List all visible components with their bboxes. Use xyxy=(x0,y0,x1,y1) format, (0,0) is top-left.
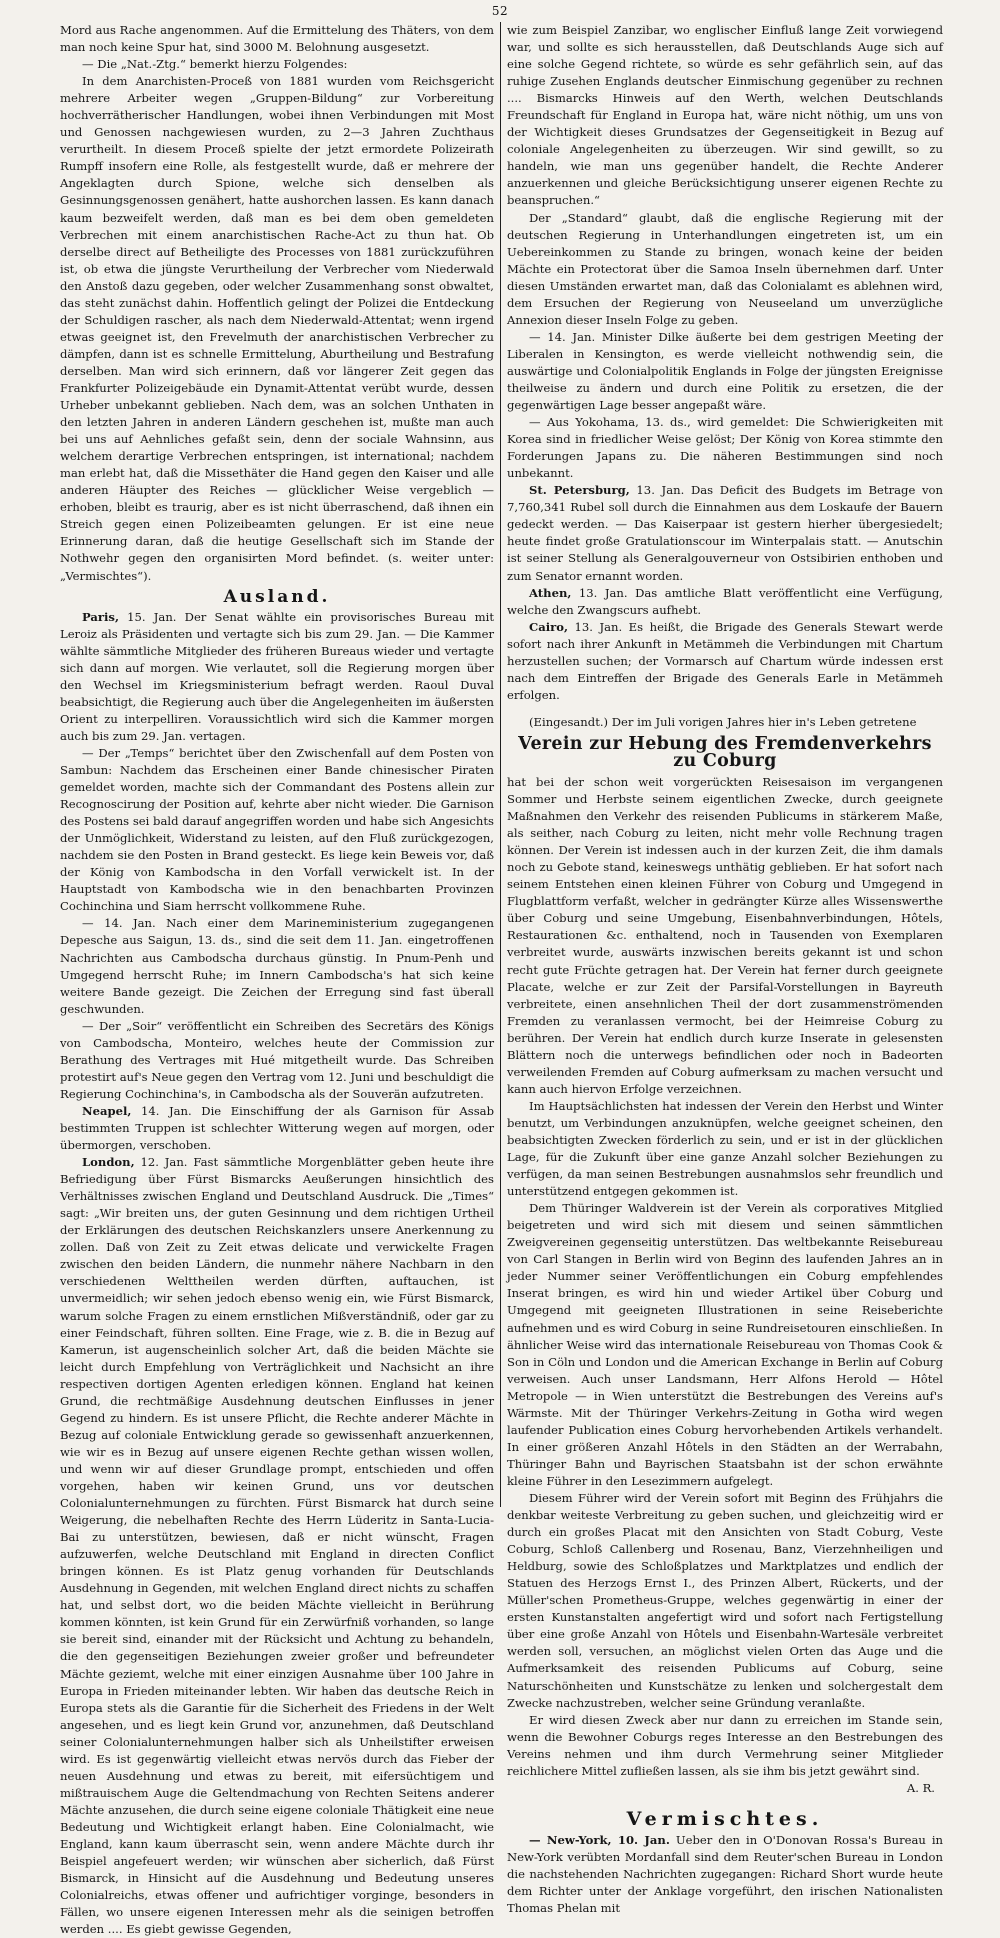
dateline-place: Cairo, xyxy=(529,619,569,634)
author-signature: A. R. xyxy=(906,1780,935,1795)
left-column xyxy=(60,22,494,1937)
article-paragraph: wie zum Beispiel Zanzibar, wo englischer Einfluß lange Zeit vorwiegend war, und sollte es sich herausstellen, daß Deutschlands Auge sich auf eine solche Gegend richtete, so würde es sehr gefährlich sein, auf das ruhige Zusehen Englands deutscher Einmischung gegenüber zu rechnen .... Bismarcks Hinweis auf den Werth, welchen Deutschlands Freundschaft für England in Europa hat, wäre nicht nöthig, um uns von der Wichtigkeit dieses Grundsatzes der Gegenseitigkeit in Bezug auf coloniale Angelegenheiten zu überzeugen. Wir sind gewillt, so zu handeln, wie man uns gegenüber handelt, die Rechte Anderer anzuerkennen und gleiche Berücksichtigung unserer eigenen Rechte zu beanspruchen.“ xyxy=(507,23,943,208)
article-paragraph: — Der „Temps“ berichtet über den Zwischenfall auf dem Posten von Sambun: Nachdem das Erscheinen einer Bande chinesischer Piraten gemeldet worden, machte sich der Commandant des Postens allein zur Recognoscirung der Position auf, kehrte aber nicht wieder. Die Garnison des Postens sei bald darauf angegriffen worden und habe sich Angesichts der Unmöglichkeit, Widerstand zu leisten, auf den Fluß zurückgezogen, nachdem sie den Posten in Brand gesteckt. Es liege kein Beweis vor, daß der König von Kambodscha in den Vorfall verwickelt ist. In der Hauptstadt von Kambodscha wie in den benachbarten Provinzen Cochinchina und Siam herrscht vollkommene Ruhe. xyxy=(60,745,494,914)
section-heading-ausland: Ausland. xyxy=(223,586,331,607)
dateline-place: Neapel, xyxy=(82,1103,132,1118)
page-number: 52 xyxy=(491,4,509,18)
news-item-athen xyxy=(507,585,943,619)
article-paragraph: Im Hauptsächlichsten hat indessen der Verein den Herbst und Winter benutzt, um Verbindungen anzuknüpfen, welche geeignet scheinen, den beabsichtigten Zwecken förderlich zu sein, und er ist in der glücklichen Lage, für die Zukunft über eine ganze Anzahl solcher Beziehungen zu verfügen, da man seinen Bestrebungen ausnahmslos sehr freundlich und unterstützend entgegen gekommen ist. xyxy=(507,1098,943,1199)
article-paragraph: Diesem Führer wird der Verein sofort mit Beginn des Frühjahrs die denkbar weiteste Verbreitung zu geben suchen, und gleichzeitig wird er durch ein großes Placat mit den Ansichten von Stadt Coburg, Veste Coburg, Schloß Callenberg und Rosenau, Banz, Vierzehnheiligen und Heldburg, sowie des Schloßplatzes und Marktplatzes und endlich der Statuen des Herzogs Ernst I., des Prinzen Albert, Rückerts, und der Müller'schen Prometheus-Gruppe, welches gegenwärtig in einer der ersten Kunstanstalten angefertigt wird und sofort nach Fertigstellung über eine große Anzahl von Hôtels und Eisenbahn-Wartesäle verbreitet werden soll, versuchen, an möglichst vielen Orten das Auge und die Aufmerksamkeit des reisenden Publicums auf Coburg, seine Naturschönheiten und Kunstschätze zu lenken und solchergestalt dem Zwecke nachzustreben, welcher seine Gründung veranlaßte. xyxy=(507,1490,943,1710)
news-text: Die Einschiffung der als Garnison für Assab bestimmten Truppen ist schlechter Witterung wegen auf morgen, oder übermorgen, verschoben. xyxy=(60,1103,494,1153)
article-paragraph: Der „Standard“ glaubt, daß die englische Regierung mit der deutschen Regierung in Unterhandlungen eingetreten ist, um ein Uebereinkommen zu Stande zu bringen, wonach keine der beiden Mächte ein Protectorat über die Samoa Inseln übernehmen darf. Unter diesen Umständen erwartet man, daß das Colonialamt es ablehnen wird, dem Ersuchen der Regierung von Neuseeland um unverzügliche Annexion dieser Inseln Folge zu geben. xyxy=(507,210,943,327)
dateline-date: 13. Jan. xyxy=(629,483,685,498)
article-paragraph: Mord aus Rache angenommen. Auf die Ermittelung des Thäters, von dem man noch keine Spur hat, sind 3000 M. Belohnung ausgesetzt. xyxy=(60,23,494,55)
news-text: Das Deficit des Budgets im Betrage von 7,760,341 Rubel soll durch die Einnahmen aus dem Loskaufe der Bauern gedeckt werden. — Das Kaiserpaar ist gestern hierher übergesiedelt; heute findet große Gratulationscour im Winterpalais statt. — Anutschin ist seiner Stellung als Generalgouverneur von Ostsibirien enthoben und zum Senator ernannt worden. xyxy=(507,483,943,583)
news-text: Fast sämmtliche Morgenblätter geben heute ihre Befriedigung über Fürst Bismarcks Aeußerungen hinsichtlich des Verhältnisses zwischen England und Deutschland Ausdruck. Die „Times“ sagt: „Wir breiten uns, der guten Gesinnung und dem richtigen Urtheil der Erklärungen des deutschen Reichskanzlers unsere Anerkennung zu zollen. Daß von Zeit zu Zeit etwas delicate und verwickelte Fragen zwischen den beiden Ländern, die nunmehr nähere Nachbarn in den verschiedenen Welttheilen werden dürften, auftauchen, ist unvermeidlich; wir sehen jedoch ebenso wenig ein, wie Fürst Bismarck, warum solche Fragen zu einem ernstlichen Mißverständniß, oder gar zu einer Feindschaft, führen sollten. Eine Frage, wie z. B. die in Bezug auf Kamerun, ist augenscheinlich solcher Art, daß die beiden Mächte sie leicht durch Empfehlung von Verträglichkeit und Nachsicht an ihre respectiven dortigen Agenten erledigen können. England hat keinen Grund, die rechtmäßige Ausdehnung deutschen Einflusses in jener Gegend zu hindern. Es ist unsere Pflicht, die Rechte anderer Mächte in Bezug auf coloniale Entwicklung gerade so gewissenhaft anzuerkennen, wie wir es in Bezug auf unsere eigenen Rechte gethan wissen wollen, und wenn wir auf dieser Grundlage prompt, entschieden und offen vorgehen, haben wir keinen Grund, uns vor deutschen Colonialunternehmungen zu fürchten. Fürst Bismarck hat durch seine Weigerung, die nebelhaften Rechte des Herrn Lüderitz in Santa-Lucia-Bai zu unterstützen, bewiesen, daß er nicht wünscht, Fragen aufzuwerfen, welche Deutschland mit England in directen Conflict bringen können. Es ist Platz genug vorhanden für Deutschlands Ausdehnung in Gegenden, mit welchen England direct nichts zu schaffen hat, und selbst dort, wo die beiden Mächte vielleicht in Berührung kommen könnten, ist kein Grund für ein Zerwürfniß vorhanden, so lange sie bereit sind, einander mit der Rücksicht und Achtung zu behandeln, die den gegenseitigen Beziehungen zweier großer und befreundeter Mächte geziemt, welche mit einer einzigen Ausnahme über 100 Jahre in Europa in Frieden miteinander lebten. Wir haben das deutsche Reich in Europa stets als die Garantie für die Sicherheit des Friedens in der Welt angesehen, und es liegt kein Grund vor, anzunehmen, daß Deutschland seiner Colonialunternehmungen halber sich als Unheilstifter erweisen wird. Es ist gegenwärtig vielleicht etwas nervös durch das Fieber der neuen Ausdehnung und etwas zu bereit, mit eifersüchtigem und mißtrauischem Auge die Geltendmachung von Rechten Seitens anderer Mächte anzusehen, die durch seine eigene coloniale Thätigkeit eine neue Bedeutung und Wichtigkeit erlangt haben. Eine Colonialmacht, wie England, kann kaum überrascht sein, wenn andere Mächte durch ihr Beispiel angefeuert werden; wir wünschen aber sicherlich, daß Fürst Bismarck, in Hinsicht auf die Ausdehnung und Bedeutung unseres Colonialreichs, etwas offener und aufrichtiger vorginge, besonders in Fällen, wo unsere eigenen Interessen mehr als die seinigen betroffen werden .... Es giebt gewisse Gegenden, xyxy=(60,1155,494,1937)
article-paragraph: — Der „Soir“ veröffentlicht ein Schreiben des Secretärs des Königs von Cambodscha, Monteiro, welches heute der Commission zur Berathung des Vertrages mit Hué mitgetheilt wurde. Das Schreiben protestirt auf's Neue gegen den Vertrag vom 12. Juni und beschuldigt die Regierung Cochinchina's, in Cambodscha als der Souverän aufzutreten. xyxy=(60,1018,494,1101)
article-paragraph: — Aus Yokohama, 13. ds., wird gemeldet: Die Schwierigkeiten mit Korea sind in friedlicher Weise gelöst; Der König von Korea stimmte den Forderungen Japans zu. Die näheren Bestimmungen sind noch unbekannt. xyxy=(507,415,943,481)
right-column xyxy=(507,22,943,1916)
news-item-neapel xyxy=(60,1103,494,1154)
dateline-date: 15. Jan. xyxy=(119,609,177,624)
news-text: Es heißt, die Brigade des Generals Stewart werde sofort nach ihrer Ankunft in Metämmeh die Verbindungen mit Chartum herzustellen suchen; der Vormarsch auf Chartum würde indessen erst nach dem Eintreffen der Brigade des Generals Earle in Metämmeh erfolgen. xyxy=(507,619,943,702)
dateline-place: Athen, xyxy=(529,585,572,600)
spacer xyxy=(507,704,943,714)
verein-intro: (Eingesandt.) Der im Juli vorigen Jahres hier in's Leben getretene xyxy=(529,714,917,729)
news-item-new-york xyxy=(507,1832,943,1917)
article-paragraph: In dem Anarchisten-Proceß von 1881 wurden vom Reichsgericht mehrere Arbeiter wegen „Gruppen-Bildung“ zur Vorbereitung hochverrätherischer Handlungen, wobei ihnen Verbindungen mit Most und Genossen nachgewiesen wurden, zu 2—3 Jahren Zuchthaus verurtheilt. In diesem Proceß spielte der jetzt ermordete Polizeirath Rumpff insofern eine Rolle, als festgestellt wurde, daß er mehrere der Angeklagten durch Spione, welche sich denselben als Gesinnungsgenossen genähert, hatte aushorchen lassen. Es kann danach kaum bezweifelt werden, daß man es bei dem oben gemeldeten Verbrechen mit einem anarchistischen Rache-Act zu thun hat. Ob derselbe direct auf Betheiligte des Processes von 1881 zurückzuführen ist, ob etwa die jüngste Verurtheilung der Verbrecher vom Niederwald den Anstoß dazu gegeben, oder welcher Zusammenhang sonst obwaltet, das steht zunächst dahin. Hoffentlich gelingt der Polizei die Entdeckung der Schuldigen rascher, als nach dem Niederwald-Attentat; wenn irgend etwas geeignet ist, den Frevelmuth der anarchistischen Verbrecher zu dämpfen, dann ist es schnelle Ermittelung, Aburtheilung und Bestrafung derselben. Man wird sich erinnern, daß vor längerer Zeit gegen das Frankfurter Polizeigebäude ein Dynamit-Attentat verübt wurde, dessen Urheber unbekannt geblieben. Nach dem, was an solchen Unthaten in den letzten Jahren in anderen Ländern geschehen ist, mußte man auch bei uns auf Aehnliches gefaßt sein, denn der sociale Wahnsinn, aus welchem derartige Verbrechen entspringen, ist international; nachdem man erlebt hat, daß die Missethäter die Hand gegen den Kaiser und alle anderen Häupter des Reiches — glücklicher Weise vergeblich — erhoben, bleibt es traurig, aber es ist nicht überraschend, daß ihnen ein Streich gegen einen Polizeibeamten gelungen. Er ist eine neue Erinnerung daran, daß die heutige Gesellschaft sich im Stande der Nothwehr gegen den organisirten Mord befindet. (s. weiter unter: „Vermischtes“). xyxy=(60,74,494,583)
article-paragraph: Er wird diesen Zweck aber nur dann zu erreichen im Stande sein, wenn die Bewohner Coburgs reges Interesse an den Bestrebungen des Vereins nehmen und ihm durch Vermehrung seiner Mitglieder reichlichere Mittel zufließen lassen, als sie ihm bis jetzt gewährt sind. xyxy=(507,1712,943,1778)
dateline-place: St. Petersburg, xyxy=(529,483,630,498)
news-text: Der Senat wählte ein provisorisches Bureau mit Leroiz als Präsidenten und vertagte sich bis zum 29. Jan. — Die Kammer wählte sämmtliche Mitglieder des früheren Bureaus wieder und vertagte sich dann auf morgen. Wie verlautet, soll die Regierung morgen über den Wechsel im Kriegsministerium befragt werden. Raoul Duval beabsichtigt, die Regierung auch über die Angelegenheiten im äußersten Orient zu interpelliren. Voraussichtlich wird sich die Kammer morgen auch bis zum 29. Jan. vertagen. xyxy=(60,609,494,743)
dateline-date: 14. Jan. xyxy=(131,1103,192,1118)
news-item-paris xyxy=(60,609,494,745)
dateline-date: 13. Jan. xyxy=(568,619,623,634)
section-heading-vermischtes: Vermischtes. xyxy=(626,1807,824,1830)
news-item-cairo xyxy=(507,619,943,704)
news-item-london xyxy=(60,1154,494,1938)
news-item-st-petersburg xyxy=(507,482,943,584)
dateline-place: — New-York, 10. Jan. xyxy=(529,1832,670,1847)
dateline-place: London, xyxy=(82,1155,135,1170)
verein-heading: Verein zur Hebung des Fremdenverkehrs zu Coburg xyxy=(518,733,932,771)
dateline-place: Paris, xyxy=(82,609,119,624)
article-paragraph: — 14. Jan. Minister Dilke äußerte bei dem gestrigen Meeting der Liberalen in Kensington, es werde vielleicht nothwendig sein, die auswärtige und Colonialpolitik Englands in Folge der jüngsten Ereignisse theilweise zu ändern und durch eine Politik zu ersetzen, die der gegenwärtigen Lage besser angepaßt wäre. xyxy=(507,329,943,413)
news-text: Ueber den in O'Donovan Rossa's Bureau in New-York verübten Mordanfall sind dem Reuter'schen Bureau in London die nachstehenden Nachrichten zugegangen: Richard Short wurde heute dem Richter unter der Anklage vorgeführt, den irischen Nationalisten Thomas Phelan mit xyxy=(507,1832,943,1916)
news-text: Das amtliche Blatt veröffentlicht eine Verfügung, welche den Zwangscurs aufhebt. xyxy=(507,585,943,617)
article-paragraph: — 14. Jan. Nach einer dem Marineministerium zugegangenen Depesche aus Saigun, 13. ds., sind die seit dem 11. Jan. eingetroffenen Nachrichten aus Cambodscha durchaus günstig. In Pnum-Penh und Umgegend herrscht Ruhe; im Innern Cambodscha's hat sich keine weitere Bande gezeigt. Die Zeichen der Erregung sind fast überall geschwunden. xyxy=(60,916,494,1016)
column-divider xyxy=(500,22,501,1507)
dateline-date: 13. Jan. xyxy=(571,585,628,600)
article-paragraph: Dem Thüringer Waldverein ist der Verein als corporatives Mitglied beigetreten und wird sich mit diesem und seinen sämmtlichen Zweigvereinen gegenseitig unterstützen. Das weltbekannte Reisebureau von Carl Stangen in Berlin wird von Beginn des laufenden Jahres an in jeder Nummer seiner Veröffentlichungen ein Coburg empfehlendes Inserat bringen, es wird hin und wieder Artikel über Coburg und Umgegend mit geeigneten Illustrationen in seine Reiseberichte aufnehmen und es wird Coburg in seine Rundreisetouren einschließen. In ähnlicher Weise wird das internationale Reisebureau von Thomas Cook & Son in Cöln und London und die American Exchange in Berlin auf Coburg verweisen. Auch unser Landsmann, Herr Alfons Herold — Hôtel Metropole — in Wien unterstützt die Bestrebungen des Vereins auf's Wärmste. Mit der Thüringer Verkehrs-Zeitung in Gotha wird wegen laufender Publication eines Coburg hervorhebenden Artikels verhandelt. In einer größeren Anzahl Hôtels in den Städten an der Werrabahn, Thüringer Bahn und Bayrischen Staatsbahn ist der schon erwähnte kleine Führer in den Lesezimmern aufgelegt. xyxy=(507,1201,943,1488)
article-paragraph: hat bei der schon weit vorgerückten Reisesaison im vergangenen Sommer und Herbste seinem eigentlichen Zwecke, durch geeignete Maßnahmen den Verkehr des reisenden Publicums in stärkerem Maße, als seither, nach Coburg zu leiten, nicht mehr volle Rechnung tragen können. Der Verein ist indessen auch in der kurzen Zeit, die ihm damals noch zu Gebote stand, keineswegs unthätig geblieben. Er hat sofort nach seinem Entstehen einen kleinen Führer von Coburg und Umgegend in Flugblattform verfaßt, welcher in gedrängter Kürze alles Wissenswerthe über Coburg und seine Umgebung, Eisenbahnverbindungen, Hôtels, Restaurationen &c. enthaltend, noch in Tausenden von Exemplaren verbreitet wurde, auswärts inzwischen bereits gekannt ist und schon recht gute Früchte getragen hat. Der Verein hat ferner durch geeignete Placate, welche er zur Zeit der Parsifal-Vorstellungen in Bayreuth verbreitete, einen ansehnlichen Theil der dort zusammenströmenden Fremden zu veranlassen vermocht, bei der Heimreise Coburg zu berühren. Der Verein hat endlich durch kurze Inserate in gelesensten Blättern noch die unterwegs befindlichen oder noch in Badeorten verweilenden Fremden auf Coburg aufmerksam zu machen versucht und kann auch hiervon Erfolge verzeichnen. xyxy=(507,775,943,1096)
dateline-date: 12. Jan. xyxy=(134,1155,188,1170)
article-paragraph: — Die „Nat.-Ztg.“ bemerkt hierzu Folgendes: xyxy=(82,57,348,72)
